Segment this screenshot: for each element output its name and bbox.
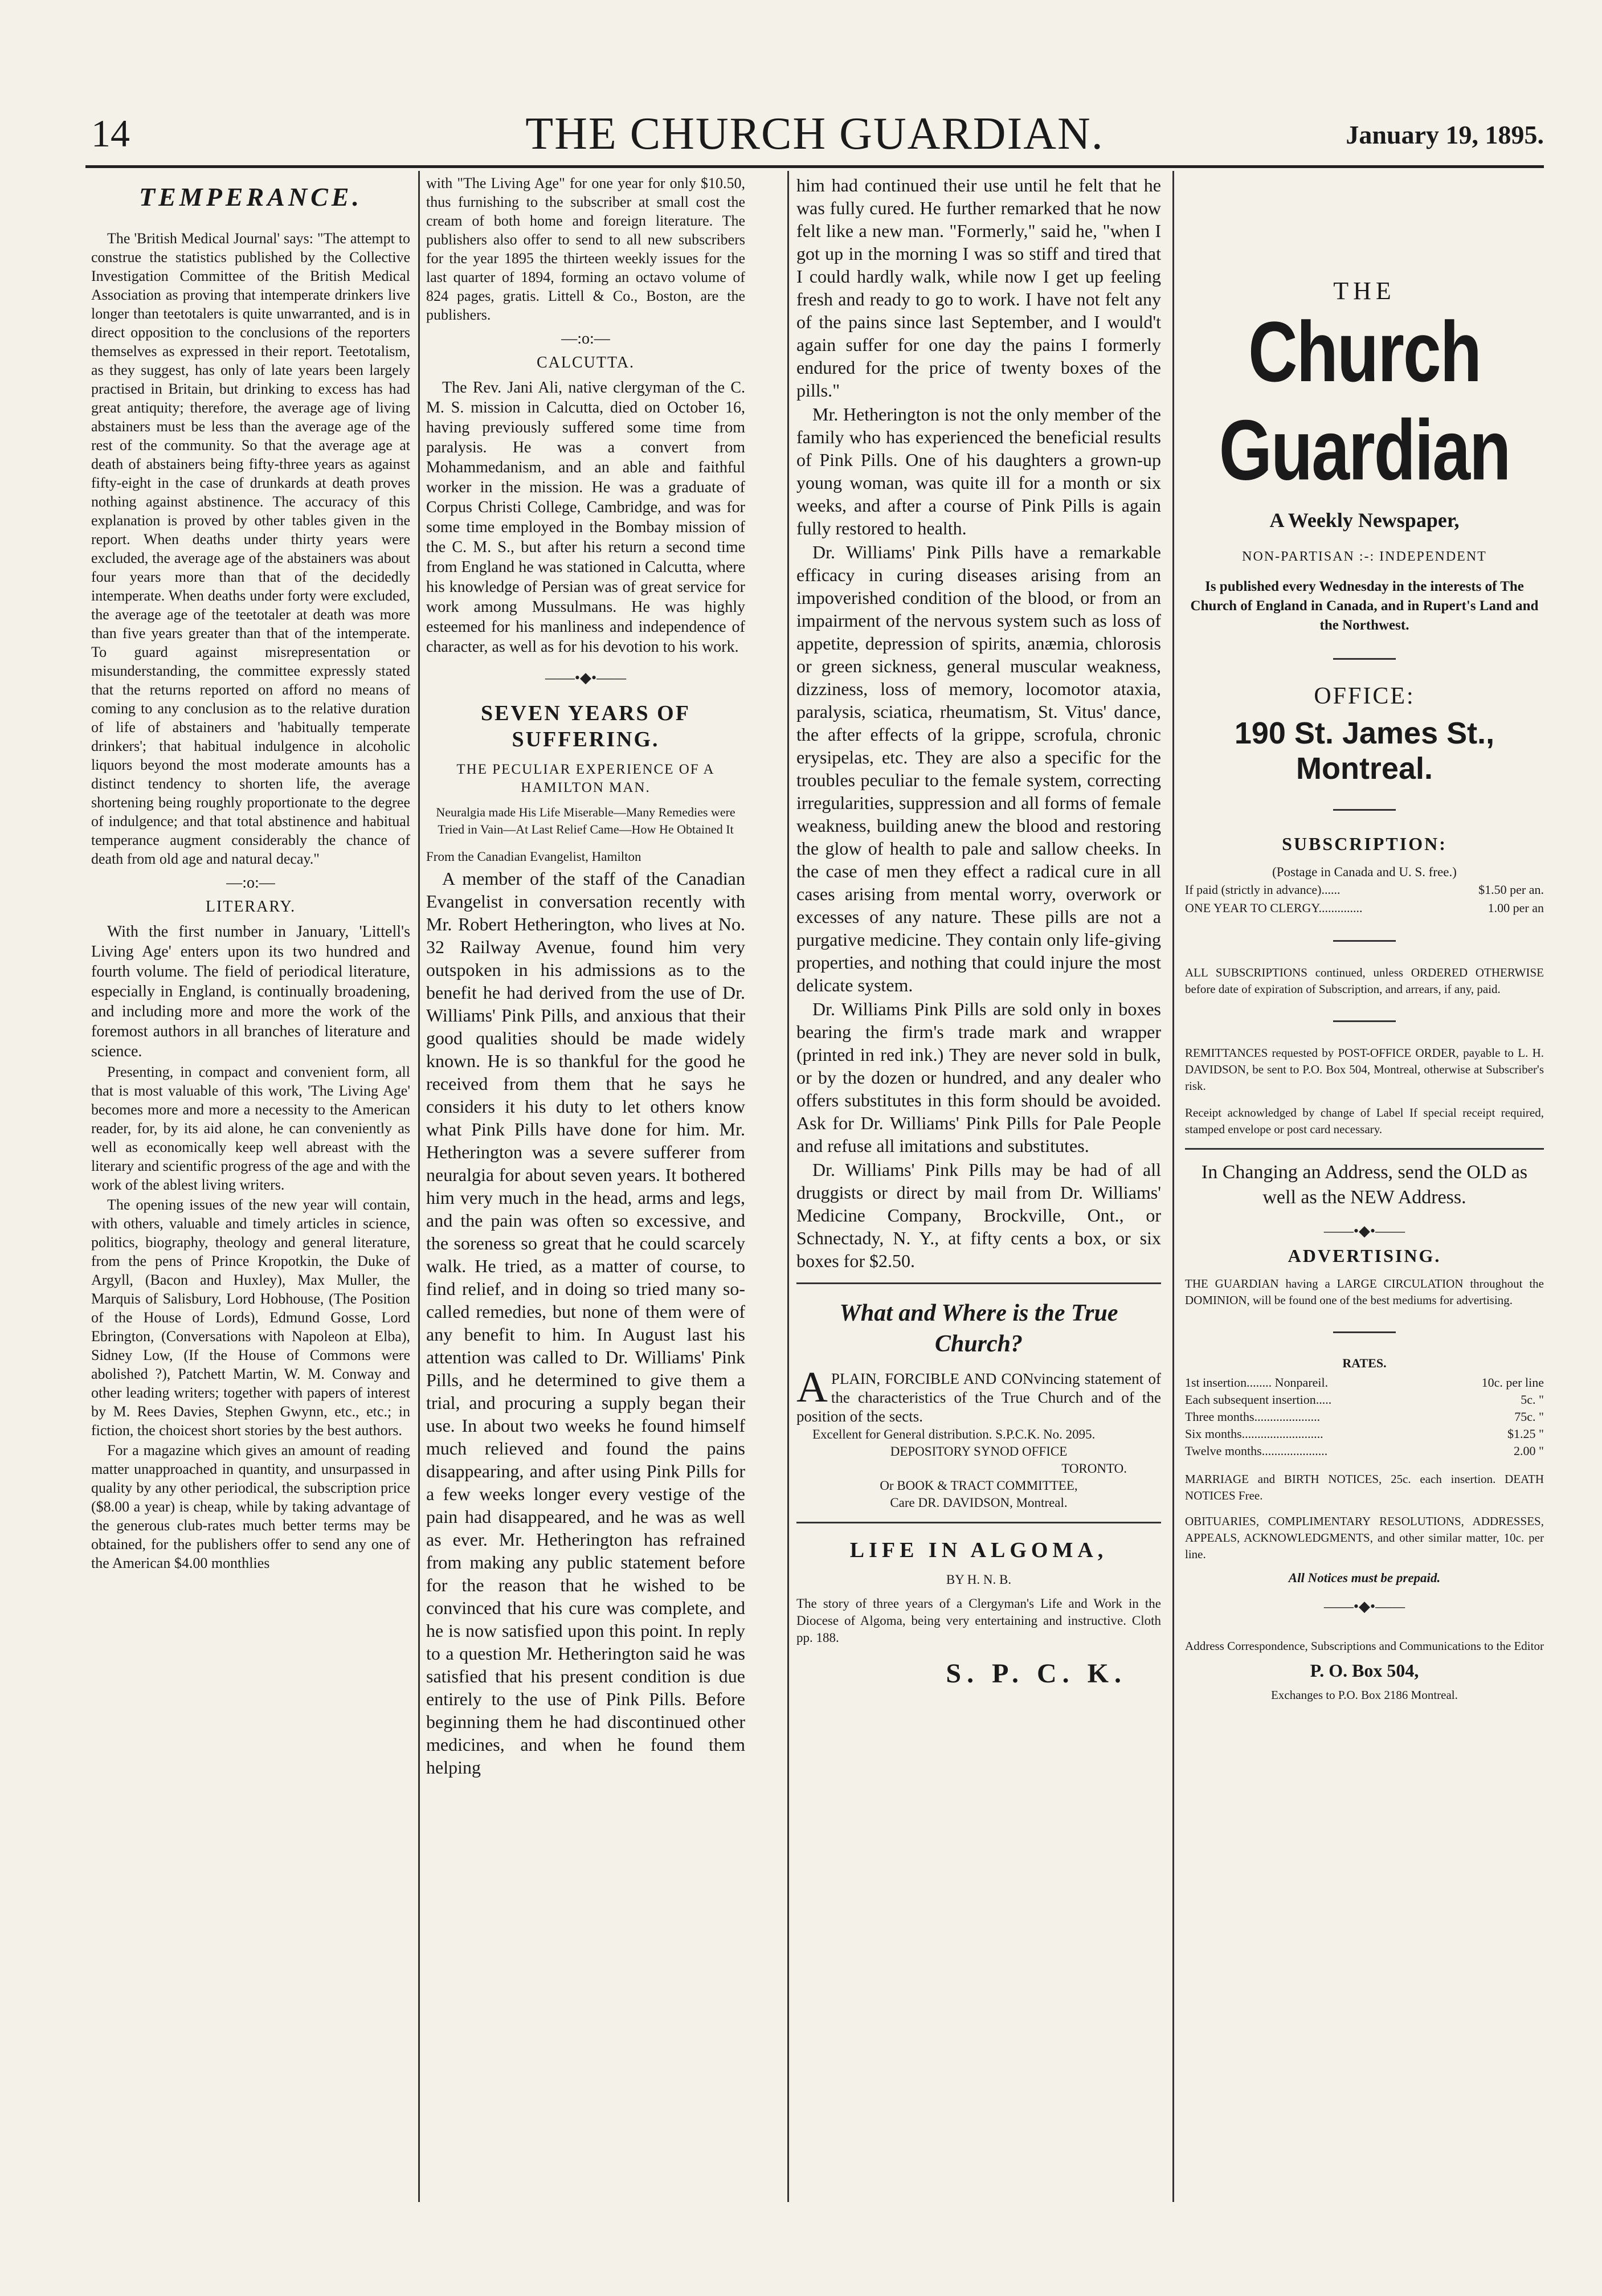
story-paragraph: Dr. Williams' Pink Pills may be had of all druggists or direct by mail from Dr. Williams' Medicine Company, Brockville, Ont., or Schnectady, N. Y., at fifty cents a box, or six boxes for $2.50. (796, 1159, 1161, 1271)
published-notice: Is published every Wednesday in the interests of The Church of England in Canada, and in Rupert's Land and the Northwest. (1190, 579, 1539, 633)
subscription-note: (Postage in Canada and U. S. free.) (1272, 865, 1457, 879)
calcutta-paragraph: The Rev. Jani Ali, native clergyman of the C. M. S. mission in Calcutta, died on October 16, having previously suffered some time from paralysis. He was a convert from Mohammedanism, and an able and faithful worker in the mission. He was a graduate of Corpus Christi College, Cambridge, and was for some time employed in the Bombay mission of the C. M. S., but after his return a second time from England he was stationed in Calcutta, where his knowledge of Persian was of great service for work among Mussulmans. He was highly esteemed for his manliness and independence of character, as well as for his devotion to his work. (426, 379, 745, 656)
care-line: Care DR. DAVIDSON, Montreal. (890, 1496, 1068, 1510)
rate-label: If paid (strictly in advance)...... (1185, 883, 1341, 897)
change-address-notice: In Changing an Address, send the OLD as well as the NEW Address. (1201, 1162, 1528, 1208)
column-rule (787, 171, 789, 2202)
column-3 (796, 174, 1161, 2202)
true-church-lead (796, 1363, 1161, 1426)
column-rule (418, 171, 420, 2202)
short-rule (1333, 940, 1396, 942)
section-rule (796, 1522, 1161, 1523)
story-paragraph: Dr. Williams' Pink Pills have a remarkable efficacy in curing diseases arising from an impoverished condition of the blood, or from an impairment of the nervous system such as loss of appetite, depression of spirits, anæmia, chlorosis or green sickness, general muscular weakness, dizziness, loss of memory, locomotor ataxia, paralysis, sciatica, rheumatism, St. Vitus' dance, the after effects of la grippe, scrofula, chronic erysipelas, etc. They are also a specific for the troubles peculiar to the female system, correcting irregularities, suppression and all forms of female weakness, building anew the blood and restoring the glow of health to pale and sallow cheeks. In the case of men they effect a radical cure in all cases arising from mental worry, overwork or excesses of any nature. These pills are not a purgative medicine. They contain only life-giving properties, and nothing that could injure the most delicate system. (796, 542, 1161, 995)
literary-paragraph: For a magazine which gives an amount of reading matter unapproached in quantity, and unsurpassed in quality by any other periodical, the subscription price ($8.00 a year) is cheap, while by taking advantage of the generous club-rates much better terms may be obtained, for the publishers offer to send any one of the American $4.00 monthlies (91, 1442, 410, 1571)
rates-table (1185, 1374, 1544, 1460)
story-paragraph: Dr. Williams Pink Pills are sold only in boxes bearing the firm's trade mark and wrapper (printed in red ink.) They are never sold in bulk, or by the dozen or hundred, and any dealer who offers substitutes in this form should be avoided. Ask for Dr. Williams' Pink Pills for Pale People and refuse all imitations and substitutes. (796, 999, 1161, 1156)
section-rule (796, 1282, 1161, 1284)
ornament-rule: ——•◆•—— (1323, 1223, 1405, 1239)
literary-paragraph: The opening issues of the new year will contain, with others, valuable and timely articles in science, politics, biography, theology and general literature, from the pens of Prince Kropotkin, the Duke of Argyll, (Bacon and Huxley), Max Muller, the Marquis of Salisbury, Lord Hobhouse, (The Position of the House of Lords), Edmund Gosse, Lord Ebrington, (Conversations with Napoleon at Elba), Sidney Low, (If the House of Commons were abolished ?), Patchett Martin, W. M. Conway and other leading writers; together with papers of interest by M. Rees Davies, Stephen Gwynn, etc., etc.; in fiction, the choicest short stories by the best authors. (91, 1196, 410, 1439)
advertising-text: THE GUARDIAN having a LARGE CIRCULATION throughout the DOMINION, will be found one of the best mediums for advertising. (1185, 1277, 1544, 1307)
office-label: OFFICE: (1314, 683, 1415, 709)
short-rule (1333, 1331, 1396, 1333)
subscription-rate (1185, 899, 1544, 917)
algoma-heading: LIFE IN ALGOMA, (849, 1538, 1108, 1562)
remittances-notice: REMITTANCES requested by POST-OFFICE ORDER, payable to L. H. DAVIDSON, be sent to P.O. Box 504, Montreal, otherwise at Subscriber's risk. (1185, 1046, 1544, 1093)
rate-label: Each subsequent insertion..... (1185, 1392, 1332, 1407)
ornament-rule: ——•◆•—— (1323, 1598, 1405, 1615)
true-church-heading: What and Where is the True Church? (839, 1300, 1118, 1357)
story-paragraph: Mr. Hetherington is not the only member of the family who has experienced the beneficial results of Pink Pills. One of his daughters a grown-up young woman, was quite ill for a month or six weeks, and after a course of Pink Pills is again fully restored to health. (796, 404, 1161, 538)
nameplate-title: Church Guardian (1219, 304, 1510, 498)
temperance-heading: TEMPERANCE. (139, 182, 362, 211)
drop-cap: A (796, 1363, 828, 1411)
algoma-description: The story of three years of a Clergyman's Life and Work in the Diocese of Algoma, being very entertaining and instructive. Cloth pp. 188. (796, 1596, 1161, 1645)
literary-heading: LITERARY. (205, 898, 296, 916)
subscription-rate (1185, 881, 1544, 899)
marriage-notice: MARRIAGE and BIRTH NOTICES, 25c. each insertion. DEATH NOTICES Free. (1185, 1472, 1544, 1502)
po-box: P. O. Box 504, (1310, 1660, 1419, 1681)
rate-label: 1st insertion........ Nonpareil. (1185, 1375, 1329, 1390)
column-rule (1172, 171, 1174, 2202)
page-number: 14 (91, 112, 130, 155)
short-rule (1333, 1020, 1396, 1022)
ornament-rule: ——•◆•—— (545, 669, 627, 686)
table-row (1185, 1374, 1544, 1391)
nameplate-subtitle: A Weekly Newspaper, (1269, 509, 1460, 532)
true-church-distribution: Excellent for General distribution. S.P.C.K. No. 2095. (812, 1427, 1096, 1441)
obituaries-notice: OBITUARIES, COMPLIMENTARY RESOLUTIONS, ADDRESSES, APPEALS, ACKNOWLEDGMENTS, and other similar matter, 10c. per line. (1185, 1514, 1544, 1561)
table-row (1185, 1408, 1544, 1425)
rate-label: ONE YEAR TO CLERGY.............. (1185, 901, 1363, 915)
masthead-title: THE CHURCH GUARDIAN. (525, 109, 1104, 159)
story-paragraph: him had continued their use until he felt that he was fully cured. He further remarked that he now felt like a new man. "Formerly," said he, "when I got up in the morning I was so stiff and tired that I could hardly walk, while now I get up feeling fresh and ready to go to work. I have not felt any of the pains since last September, and I would't again suffer for one day the pains I formerly endured for the price of twenty boxes of the pills." (796, 175, 1161, 401)
literary-continued: with "The Living Age" for one year for only $10.50, thus furnishing to the subscriber at small cost the cream of both home and foreign literature. The publishers also offer to send to all new subscribers for the year 1895 the thirteen weekly issues for the last quarter of 1894, forming an octavo volume of 824 pages, gratis. Littell & Co., Boston, are the publishers. (426, 175, 745, 323)
table-row (1185, 1391, 1544, 1408)
toronto: TORONTO. (1061, 1461, 1127, 1476)
rate-label: Twelve months..................... (1185, 1444, 1328, 1458)
prepaid-notice: All Notices must be prepaid. (1288, 1571, 1441, 1585)
table-row (1185, 1425, 1544, 1443)
rate-value: 5c. " (1521, 1392, 1544, 1407)
correspondence-notice: Address Correspondence, Subscriptions and Communications to the Editor (1185, 1639, 1544, 1653)
section-rule (1185, 1148, 1544, 1150)
header-rule (85, 165, 1544, 168)
rate-value: 75c. " (1514, 1410, 1544, 1424)
algoma-author: BY H. N. B. (946, 1572, 1012, 1587)
short-rule (1333, 809, 1396, 811)
office-address: 190 St. James St., Montreal. (1234, 716, 1495, 786)
nonpartisan-line: NON-PARTISAN :-: INDEPENDENT (1242, 549, 1487, 564)
rate-value: 2.00 " (1514, 1444, 1544, 1458)
divider: —:o:— (561, 330, 610, 348)
receipt-notice: Receipt acknowledged by change of Label If special receipt required, stamped envelope or post card necessary. (1185, 1106, 1544, 1136)
page-date: January 19, 1895. (1346, 120, 1544, 149)
rate-value: $1.50 per an. (1478, 883, 1544, 897)
advertising-heading: ADVERTISING. (1288, 1245, 1441, 1266)
rate-value: $1.25 " (1507, 1427, 1544, 1441)
continued-notice: ALL SUBSCRIPTIONS continued, unless ORDERED OTHERWISE before date of expiration of Subscription, and arrears, if any, paid. (1185, 966, 1544, 996)
rates-heading: RATES. (1342, 1356, 1387, 1370)
temperance-paragraph: The 'British Medical Journal' says: "The attempt to construe the statistics published by the Collective Investigation Committee of the British Medical Association as proving that intemperate drinkers live longer than teetotalers is quite unwarranted, and is in direct opposition to the conclusions of the reporters themselves as expressed in their report. Teetotalism, as they suggest, has only of late years been largely practised in Britain, but drinking to excess has had great antiquity; therefore, the average age of living abstainers must be less than the average age of the rest of the community. So that the average age at death of abstainers being fifty-three years as against fifty-eight in the case of drunkards at death proves nothing against abstinence. The accuracy of this explanation is proved by other tables given in the report. When deaths under thirty years were excluded, the average age of the abstainers was about four years more than that of the decidedly intemperate. When deaths under forty were excluded, the average age of the teetotaler at death was more than five years greater than that of the intemperate. To guard against misrepresentation or misunderstanding, the committee expressly stated that the returns reported on afford no means of coming to any conclusion as to the relative duration of life of abstainers and 'habitually temperate drinkers'; that habitual indulgence in alcoholic liquors beyond the most moderate amounts has a distinct tendency to shorten life, the average shortening being roughly proportionate to the degree of indulgence; and that total abstinence and habitual temperance augment considerably the chance of death from old age and natural decay." (91, 230, 410, 867)
depository: DEPOSITORY SYNOD OFFICE (890, 1444, 1068, 1459)
rate-label: Six months.......................... (1185, 1427, 1323, 1441)
page-header (85, 103, 1544, 165)
nameplate-the: THE (1333, 277, 1396, 305)
literary-intro: With the first number in January, 'Littell's Living Age' enters upon its two hundred and fourth volume. The field of periodical literature, especially in England, is continually broadening, and including more and more the work of the foremost authors in all branches of literature and science. (91, 923, 410, 1060)
story-paragraph: A member of the staff of the Canadian Evangelist in conversation recently with Mr. Robert Hetherington, who lives at No. 32 Railway Avenue, found him very outspoken in his admissions as to the benefit he had derived from the use of Dr. Williams' Pink Pills, and anxious that their good qualities should be made widely known. He is so thankful for the good he received from them that he says he considers it his duty to let others know what Pink Pills have done for him. Mr. Hetherington was a severe sufferer from neuralgia for about seven years. It bothered him very much in the head, arms and legs, and the pain was often so excessive, and the soreness so great that he could scarcely walk. He tried, as a matter of course, to find relief, and in doing so tried many so-called remedies, but none of them were of any benefit to him. In August last his attention was called to Dr. Williams' Pink Pills, and he determined to give them a trial, and procuring a supply began their use. In about two weeks he found himself much relieved and found the pains disappearing, and after using Pink Pills for a few weeks longer every vestige of the pain had disappeared, and he was as well as ever. Mr. Hetherington has refrained from making any public statement before for the reason that he wished to be convinced that his cure was complete, and he is now satisfied upon this point. In reply to a question Mr. Hetherington said he was satisfied that his present condition is due entirely to the use of Pink Pills. Before beginning them he had discontinued other medicines, and when he found them helping (426, 868, 745, 1778)
rate-value: 1.00 per an (1487, 901, 1544, 915)
short-rule (1333, 658, 1396, 660)
true-church-text: PLAIN, FORCIBLE AND CONvincing statement of the characteristics of the True Church and of the position of the sects. (796, 1370, 1161, 1425)
seven-years-subheading: THE PECULIAR EXPERIENCE OF A HAMILTON MAN. (456, 762, 715, 795)
column-2 (426, 174, 745, 2202)
source-line: From the Canadian Evangelist, Hamilton (426, 849, 641, 864)
exchanges-notice: Exchanges to P.O. Box 2186 Montreal. (1271, 1688, 1458, 1702)
table-row (1185, 1443, 1544, 1460)
column-4 (1185, 174, 1544, 2202)
calcutta-heading: CALCUTTA. (536, 354, 635, 371)
literary-paragraph: Presenting, in compact and convenient form, all that is most valuable of this work, 'The Living Age' becomes more and more a necessity to the American reader, for, by its aid alone, he can conveniently as well as economically keep well abreast with the literary and scientific progress of the age and with the work of the ablest living writers. (91, 1064, 410, 1193)
seven-years-heading: SEVEN YEARS OF SUFFERING. (481, 701, 690, 751)
rate-value: 10c. per line (1481, 1375, 1544, 1390)
rate-label: Three months..................... (1185, 1410, 1321, 1424)
subscription-heading: SUBSCRIPTION: (1282, 834, 1447, 854)
spck-imprint: S. P. C. K. (946, 1658, 1127, 1689)
column-1 (91, 174, 410, 2202)
seven-years-tagline: Neuralgia made His Life Miserable—Many Remedies were Tried in Vain—At Last Relief Came—How He Obtained It (436, 805, 735, 836)
tract-committee: Or BOOK & TRACT COMMITTEE, (880, 1478, 1078, 1493)
divider: —:o:— (226, 874, 275, 892)
